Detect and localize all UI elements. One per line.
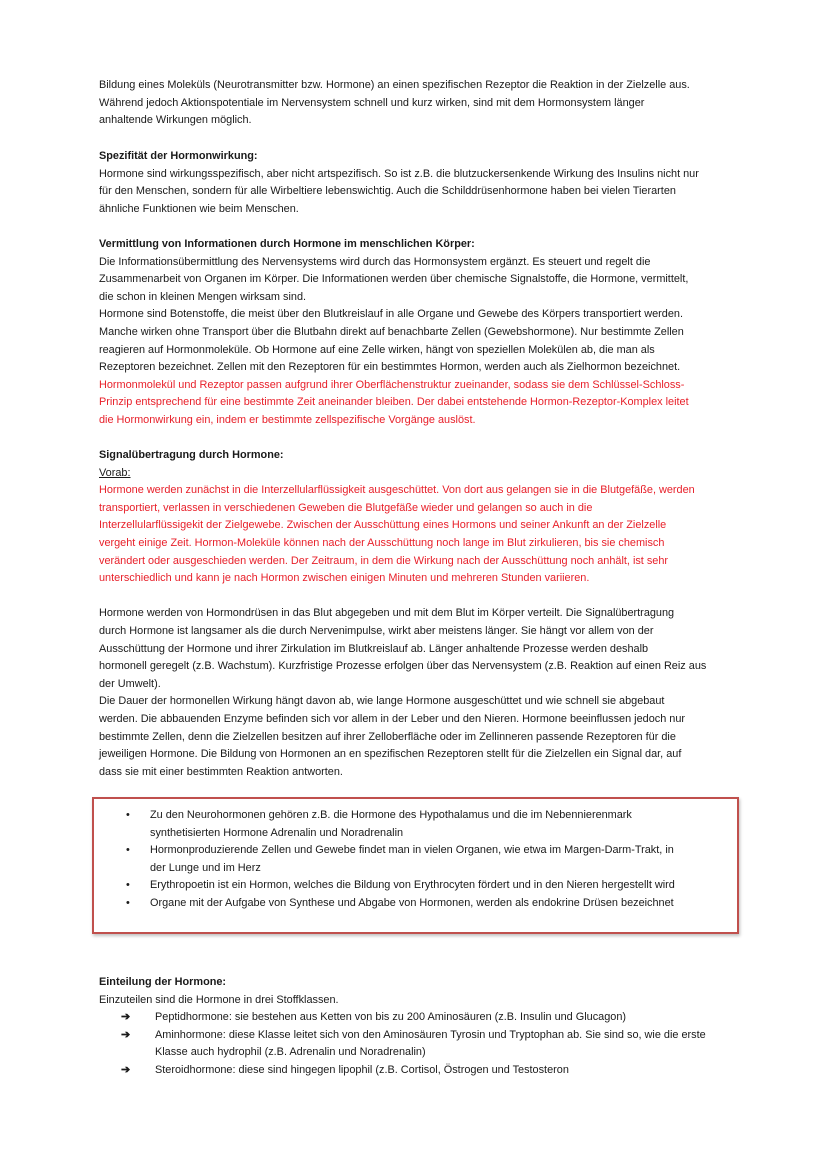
text-line: Hormone sind Botenstoffe, die meist über den Blutkreislauf in alle Organe und Gewebe des Körpers transportiert werden. xyxy=(99,308,683,321)
text-line: unterschiedlich und kann je nach Hormon zwischen einigen Minuten und mehreren Stunden variieren. xyxy=(99,572,590,585)
list-item-text: Peptidhormone: sie bestehen aus Ketten von bis zu 200 Aminosäuren (z.B. Insulin und Glucagon) xyxy=(155,1011,627,1024)
text-line: durch Hormone ist langsamer als die durch Nervenimpulse, wirkt aber meistens länger. Sie hängt vor allem von der xyxy=(99,624,654,637)
text-line: verändert oder ausgeschieden werden. Der Zeitraum, in dem die Wirkung nach der Ausschüttung noch anhält, ist sehr xyxy=(99,554,669,567)
text-line: Prinzip entsprechend für eine bestimmte Zeit aneinander bleiben. Der dabei entstehende Hormon-Rezeptor-Komplex leitet xyxy=(99,396,689,409)
text-line: der Umwelt). xyxy=(99,677,161,690)
intro-paragraph xyxy=(99,77,759,130)
list-item-text: Klasse auch hydrophil (z.B. Adrenalin und Noradrenalin) xyxy=(155,1046,426,1059)
bullet-icon: • xyxy=(126,809,130,821)
text-line: jeweiligen Hormone. Die Bildung von Hormonen an en spezifischen Rezeptoren stellt für die Zielzellen ein Signal dar, auf xyxy=(99,748,682,761)
subheading-vorab: Vorab: xyxy=(99,466,131,479)
text-line: Manche wirken ohne Transport über die Blutbahn direkt auf benachbarte Zellen (Gewebshormone). Nur bestimmte Zellen xyxy=(99,325,684,338)
text-line: Bildung eines Moleküls (Neurotransmitter bzw. Hormone) an einen spezifischen Rezeptor die Reaktion in der Zielzelle aus. xyxy=(99,79,690,91)
text-line: Hormone werden zunächst in die Interzellularflüssigkeit ausgeschüttet. Von dort aus gelangen sie in die Blutgefäße, werden xyxy=(99,484,695,497)
section-spezifitaet xyxy=(99,148,759,218)
list-item xyxy=(94,842,737,877)
intro-text xyxy=(99,77,759,130)
list-item xyxy=(99,1009,759,1027)
text-line: reagieren auf Hormonmoleküle. Ob Hormone auf eine Zelle wirken, hängt von speziellen Molekülen ab, die man als xyxy=(99,343,655,356)
text-line: Die Informationsübermittlung des Nervensystems wird durch das Hormonsystem ergänzt. Es steuert und regelt die xyxy=(99,255,651,268)
section-heading: Vermittlung von Informationen durch Hormone im menschlichen Körper: xyxy=(99,238,475,250)
text-line: Ausschüttung der Hormone und ihrer Zirkulation im Blutkreislauf ab. Länger anhaltende Prozesse werden deshalb xyxy=(99,642,649,655)
text-line: werden. Die abbauenden Enzyme befinden sich vor allem in der Leber und den Nieren. Hormone beeinflussen jedoch nur xyxy=(99,712,686,725)
bullet-icon: • xyxy=(126,879,130,892)
text-line: die schon in kleinen Mengen wirksam sind. xyxy=(99,290,307,303)
list-item xyxy=(99,1062,759,1080)
highlighted-text xyxy=(99,377,759,430)
text-line: vergeht einige Zeit. Hormon-Moleküle können nach der Ausschüttung noch lange im Blut zirkulieren, bis sie chemisch xyxy=(99,536,665,549)
text-line: Hormone sind wirkungsspezifisch, aber nicht artspezifisch. So ist z.B. die blutzuckersenkende Wirkung des Insulins nicht nur xyxy=(99,167,699,180)
list-item xyxy=(99,1027,759,1062)
section-heading: Signalübertragung durch Hormone: xyxy=(99,449,284,461)
section-text xyxy=(99,254,759,377)
arrow-right-icon: ➔ xyxy=(121,1028,131,1041)
text-line: bestimmte Zellen, denn die Zielzellen besitzen auf ihrer Zelloberfläche oder im Zellinneren passende Rezeptoren für die xyxy=(99,730,676,743)
bullet-list xyxy=(94,799,737,913)
list-item-text: der Lunge und im Herz xyxy=(150,861,261,874)
text-line: Hormone werden von Hormondrüsen in das Blut abgegeben und mit dem Blut im Körper verteilt. Die Signalübertragung xyxy=(99,607,675,620)
bullet-icon: • xyxy=(126,896,130,909)
list-item xyxy=(94,877,737,895)
section-text xyxy=(99,166,759,219)
list-item-text: Zu den Neurohormonen gehören z.B. die Hormone des Hypothalamus und die im Nebennierenmark xyxy=(150,809,632,821)
text-line: Während jedoch Aktionspotentiale im Nervensystem schnell und kurz wirken, sind mit dem Hormonsystem länger xyxy=(99,96,645,109)
section-intro: Einzuteilen sind die Hormone in drei Stoffklassen. xyxy=(99,993,339,1006)
text-line: transportiert, verlassen in verschiedenen Geweben die Blutgefäße wieder und gelangen so auch in die xyxy=(99,501,593,514)
text-line: hormonell geregelt (z.B. Wachstum). Kurzfristige Prozesse erfolgen über das Nervensystem (z.B. Reaktion auf einen Reiz aus xyxy=(99,660,707,673)
text-line: Rezeptoren bezeichnet. Zellen mit den Rezeptoren für ein bestimmtes Hormon, werden auch als Zielhormon bezeichnet. xyxy=(99,361,681,374)
section-signal xyxy=(99,447,759,781)
text-line: ähnliche Funktionen wie beim Menschen. xyxy=(99,202,299,215)
section-heading: Spezifität der Hormonwirkung: xyxy=(99,150,258,162)
list-item-text: Erythropoetin ist ein Hormon, welches die Bildung von Erythrocyten fördert und in den Nieren hergestellt wird xyxy=(150,879,675,892)
text-line: die Hormonwirkung ein, indem er bestimmte zellspezifische Vorgänge auslöst. xyxy=(99,413,476,426)
section-text xyxy=(99,605,759,781)
bullet-icon: • xyxy=(126,844,130,857)
list-item-text: Organe mit der Aufgabe von Synthese und Abgabe von Hormonen, werden als endokrine Drüsen bezeichnet xyxy=(150,896,674,909)
text-line: für den Menschen, sondern für alle Wirbeltiere lebenswichtig. Auch die Schilddrüsenhormone haben bei vielen Tierarten xyxy=(99,185,676,198)
text-line: anhaltende Wirkungen möglich. xyxy=(99,114,252,127)
text-line: Interzellularflüssigekit der Zielgewebe. Zwischen der Ausschüttung eines Hormons und seiner Ankunft an der Zielzelle xyxy=(99,519,667,532)
list-item-text: Steroidhormone: diese sind hingegen lipophil (z.B. Cortisol, Östrogen und Testosteron xyxy=(155,1063,569,1076)
section-einteilung xyxy=(99,974,759,1080)
text-line: dass sie mit einer bestimmten Reaktion antworten. xyxy=(99,765,343,778)
highlighted-text xyxy=(99,482,759,588)
arrow-list xyxy=(99,1009,759,1079)
list-item xyxy=(94,895,737,913)
list-item xyxy=(94,807,737,842)
info-box xyxy=(92,797,739,934)
list-item-text: Aminhormone: diese Klasse leitet sich von den Aminosäuren Tyrosin und Tryptophan ab. Sie sind so, wie die erste xyxy=(155,1028,706,1041)
text-line: Zusammenarbeit von Organen im Körper. Die Informationen werden über chemische Signalstoffe, die Hormone, vermittelt, xyxy=(99,273,689,286)
text-line: Hormonmolekül und Rezeptor passen aufgrund ihrer Oberflächenstruktur zueinander, sodass sie dem Schlüssel-Schloss- xyxy=(99,378,685,391)
list-item-text: synthetisierten Hormone Adrenalin und Noradrenalin xyxy=(150,826,404,839)
section-vermittlung xyxy=(99,236,759,430)
text-line: Die Dauer der hormonellen Wirkung hängt davon ab, wie lange Hormone ausgeschüttet und wie schnell sie abgebaut xyxy=(99,695,665,708)
section-heading: Einteilung der Hormone: xyxy=(99,976,227,988)
arrow-right-icon: ➔ xyxy=(121,1011,131,1024)
arrow-right-icon: ➔ xyxy=(121,1063,131,1076)
list-item-text: Hormonproduzierende Zellen und Gewebe findet man in vielen Organen, wie etwa im Margen-Darm-Trakt, in xyxy=(150,844,674,857)
